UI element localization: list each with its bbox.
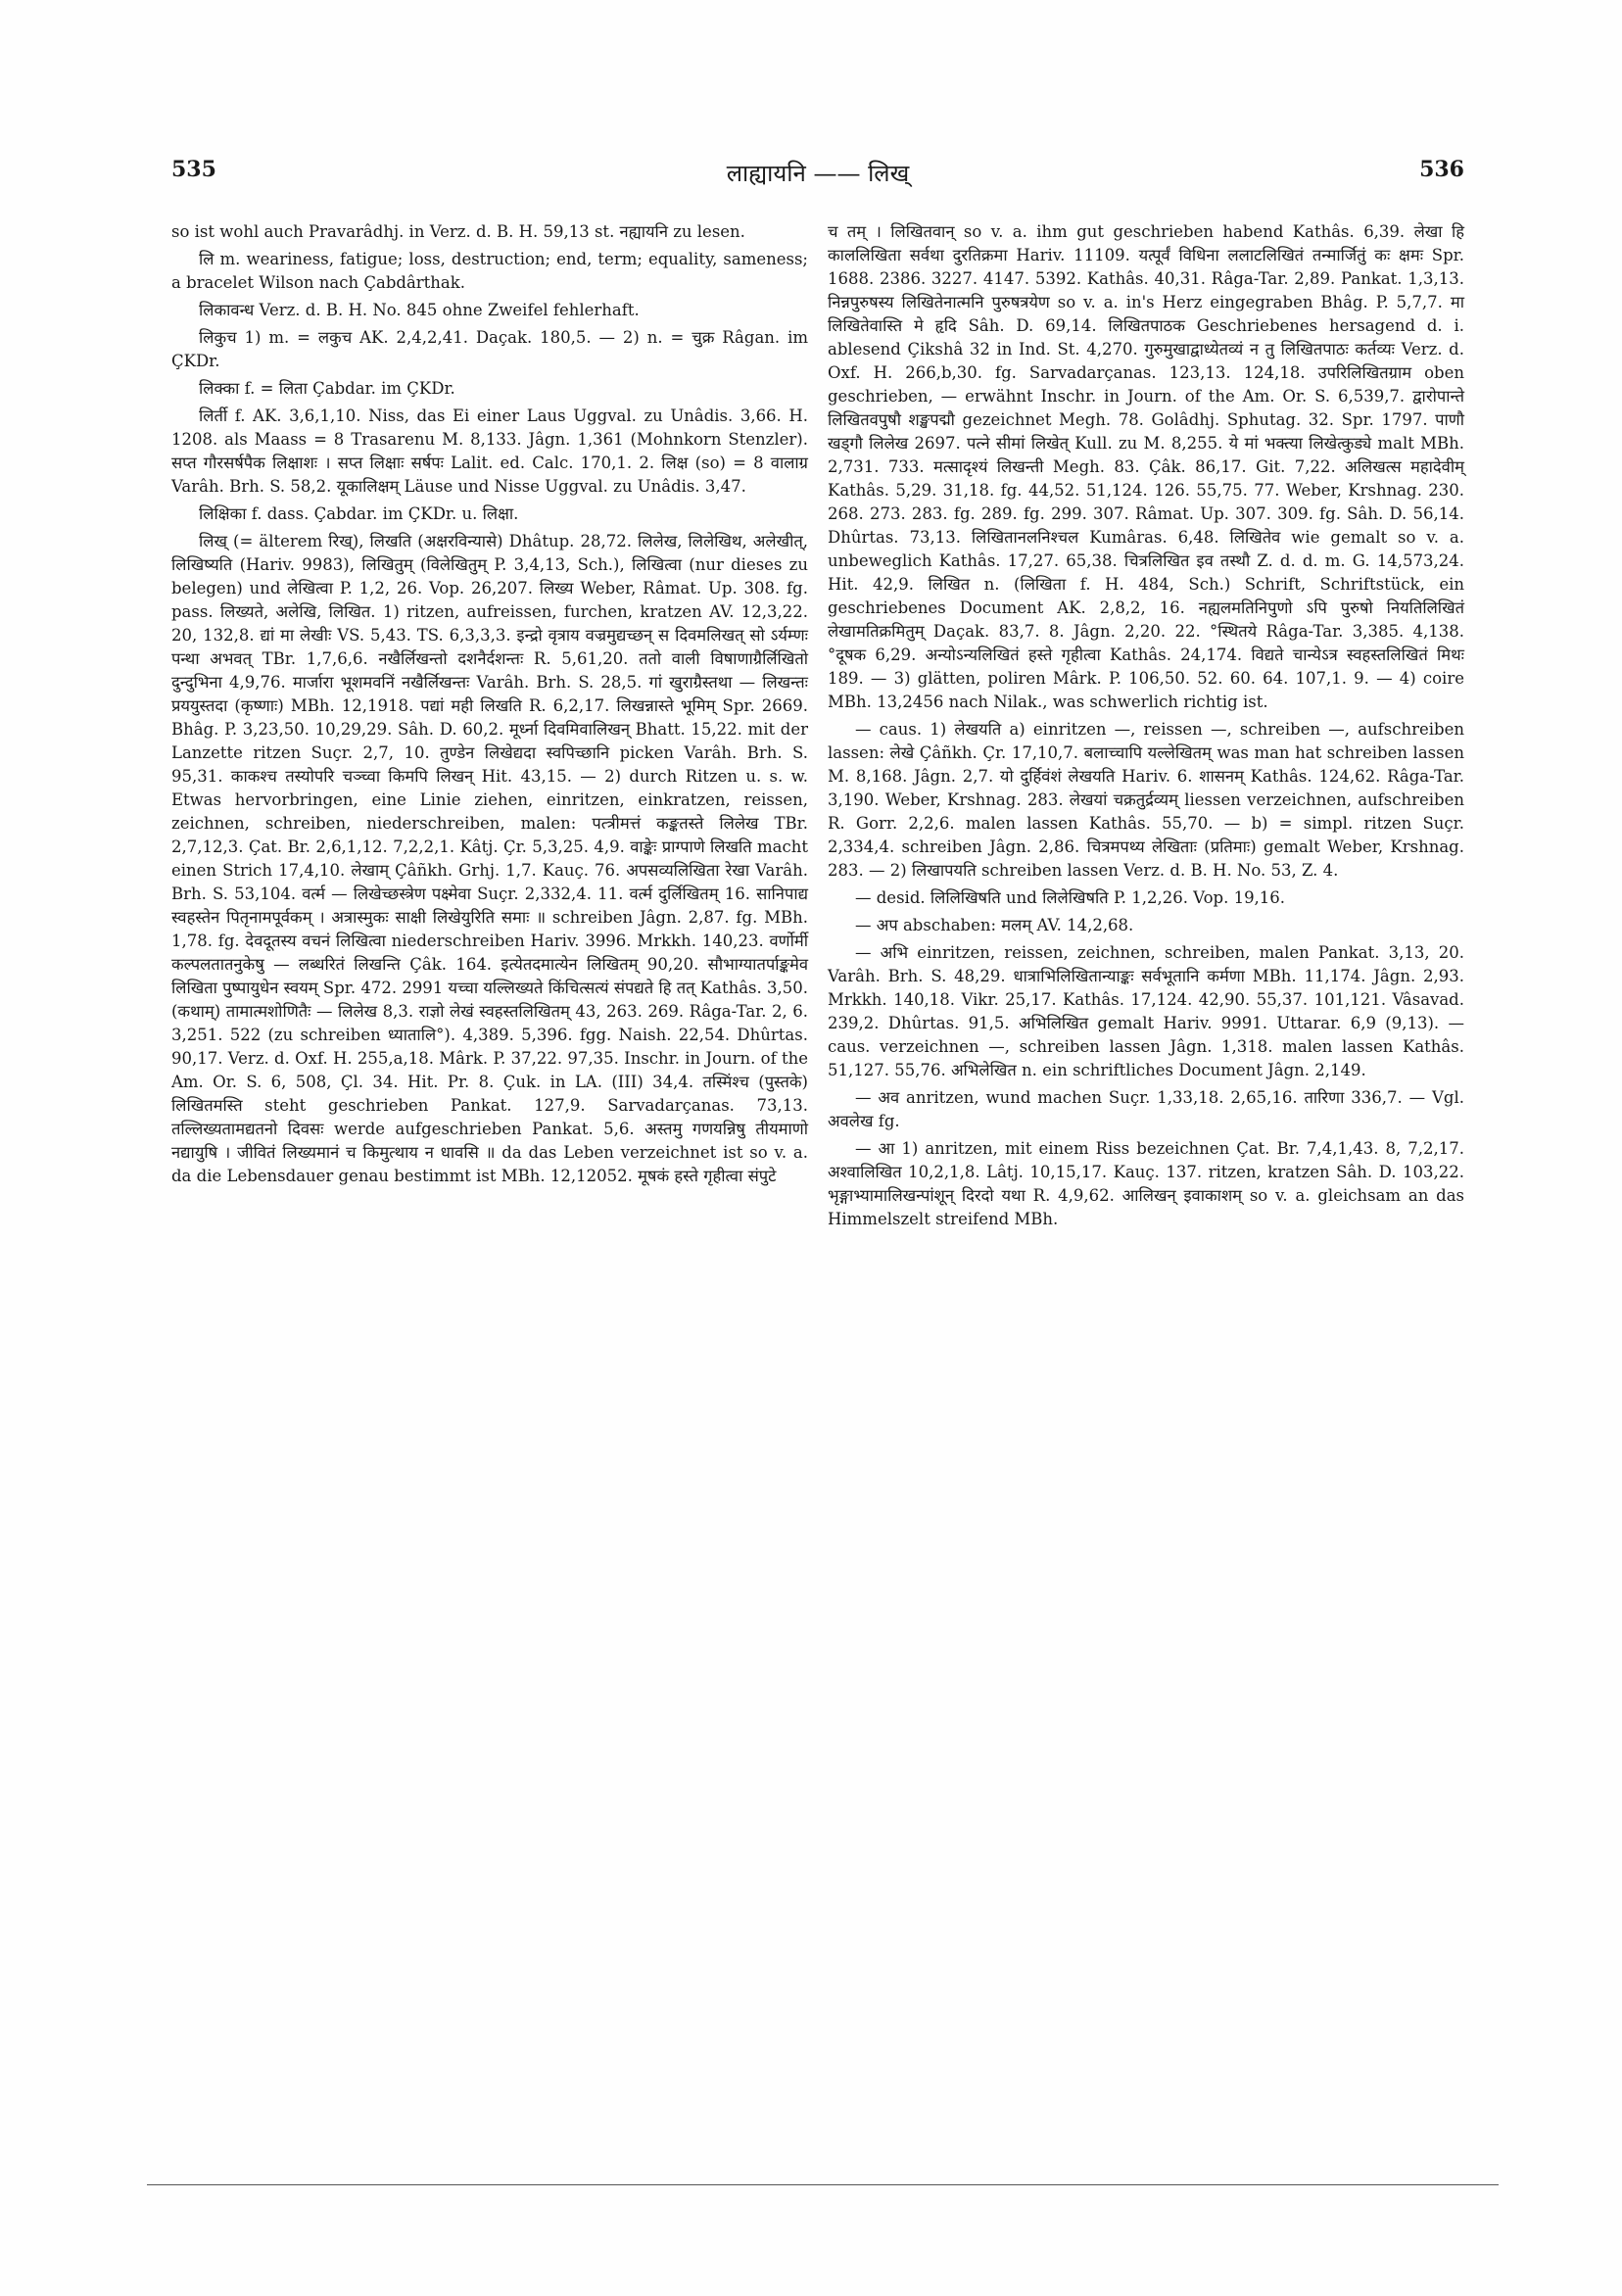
entry-paragraph: च तम् । लिखितवान् so v. a. ihm gut geschrieben habend Kathâs. 6,39. लेखा हि काललिखिता सर्वथा दुरतिक्रमा Hariv. 11109. यत्पूर्वं विधिना ललाटलिखितं तन्मार्जितुं कः क्षमः Spr. 1688. 2386. 3227. 4147. 5392. Kathâs. 40,31. Râga-Tar. 2,89. Pankat. 1,3,13. निन्नपुरुषस्य लिखितेनात्मनि पुरुषत्रयेण so v. a. in's Herz eingegraben Bhâg. P. 5,7,7. मा लिखितेवास्ति मे हृदि Sâh. D. 69,14. लिखितपाठक Geschriebenes hersagend d. i. ablesend Çikshâ 32 in Ind. St. 4,270. गुरुमुखाद्वाध्येतव्यं न तु लिखितपाठः कर्तव्यः Verz. d. Oxf. H. 266,b,30. fg. Sarvadarçanas. 123,13. 124,18. उपरिलिखितग्राम oben geschrieben, — erwähnt Inschr. in Journ. of the Am. Or. S. 6,539,7. द्वारोपान्ते लिखितवपुषौ शङ्खपद्मौ gezeichnet Megh. 78. Golâdhj. Sphutag. 32. Spr. 1797. पाणौ खड्गौ लिलेख 2697. पत्ने सीमां लिखेत् Kull. zu M. 8,255. ये मां भक्त्या लिखेत्कुड्ये malt MBh. 2,731. 733. मत्सादृश्यं लिखन्ती Megh. 83. Çâk. 86,17. Git. 7,22. अलिखत्स महादेवीम् Kathâs. 5,29. 31,18. fg. 44,52. 51,124. 126. 55,75. 77. Weber, Krshnag. 230. 268. 273. 283. fg. 289. fg. 299. 307. Râmat. Up. 307. 309. fg. Sâh. D. 56,14. Dhûrtas. 73,13. लिखितानलनिश्चल Kumâras. 6,48. लिखितेव wie gemalt so v. a. unbeweglich Kathâs. 17,27. 65,38. चित्रलिखित इव तस्थौ Z. d. d. m. G. 14,573,24. Hit. 42,9. लिखित n. (लिखिता f. H. 484, Sch.) Schrift, Schriftstück, ein geschriebenes Document AK. 2,8,2, 16. नह्यलमतिनिपुणो ऽपि पुरुषो नियतिलिखितं लेखामतिक्रमितुम् Daçak. 83,7. 8. Jâgn. 2,20. 22. °स्थितये Râga-Tar. 3,385. 4,138. °दूषक 6,29. अन्योऽन्यलिखितं हस्ते गृहीत्वा Kathâs. 24,174. विद्यते चान्येऽत्र स्वहस्तलिखितं मिथः 189. — 3) glätten, poliren Mârk. P. 106,50. 52. 60. 64. 107,1. 9. — 4) coire MBh. 13,2456 nach Nilak., was schwerlich richtig ist.: [828, 222, 1464, 711]
entry-paragraph: लिक्का f. = लिता Çabdar. im ÇKDr.: [199, 379, 455, 398]
page-number-left: 535: [171, 157, 216, 182]
entry-paragraph: लिकुच 1) m. = लकुच AK. 2,4,2,41. Daçak. 180,5. — 2) n. = चुक्र Râgan. im ÇKDr.: [171, 328, 808, 370]
entry-paragraph: लि m. weariness, fatigue; loss, destruction; end, term; equality, sameness; a bracelet Wilson nach Çabdârthak.: [171, 250, 808, 292]
entry-paragraph: लिक्षिका f. dass. Çabdar. im ÇKDr. u. लिक्षा.: [199, 504, 519, 523]
entry-paragraph: लिकावन्ध Verz. d. B. H. No. 845 ohne Zweifel fehlerhaft.: [199, 301, 640, 319]
entry-paragraph: — आ 1) anritzen, mit einem Riss bezeichnen Çat. Br. 7,4,1,43. 8, 7,2,17. अश्वालिखित 10,2,1,8. Lâtj. 10,15,17. Kauç. 137. ritzen, kratzen Sâh. D. 103,22. भृङ्गाभ्यामालिखन्पांशून् दिरदो यथा R. 4,9,62. आलिखन् इवाकाशम् so v. a. gleichsam an das Himmelszelt streifend MBh.: [828, 1139, 1464, 1228]
footer-rule: [147, 2184, 1499, 2185]
entry-paragraph: लिर्ती f. AK. 3,6,1,10. Niss, das Ei einer Laus Uggval. zu Unâdis. 3,66. H. 1208. als Maass = 8 Trasarenu M. 8,133. Jâgn. 1,361 (Mohnkorn Stenzler). सप्त गौरसर्षपैक लिक्षाशः । सप्त लिक्षाः सर्षपः Lalit. ed. Calc. 170,1. 2. लिक्ष (so) = 8 वालाग्र Varâh. Brh. S. 58,2. यूकालिक्षम् Läuse und Nisse Uggval. zu Unâdis. 3,47.: [171, 407, 808, 496]
entry-paragraph: so ist wohl auch Pravarâdhj. in Verz. d. B. H. 59,13 st. नह्यायनि zu lesen.: [171, 222, 745, 241]
entry-paragraph: — अभि einritzen, reissen, zeichnen, schreiben, malen Pankat. 3,13, 20. Varâh. Brh. S. 48,29. धात्राभिलिखितान्याङ्कः सर्वभूतानि कर्मणा MBh. 11,174. Jâgn. 2,93. Mrkkh. 140,18. Vikr. 25,17. Kathâs. 17,124. 42,90. 55,37. 101,121. Vâsavad. 239,2. Dhûrtas. 91,5. अभिलिखित gemalt Hariv. 9991. Uttarar. 6,9 (9,13). — caus. verzeichnen —, schreiben lassen Jâgn. 1,318. malen lassen Kathâs. 51,127. 55,76. अभिलेखित n. ein schriftliches Document Jâgn. 2,149.: [828, 943, 1464, 1079]
entry-paragraph: लिख् (= älterem रिख्), लिखति (अक्षरविन्यासे) Dhâtup. 28,72. लिलेख, लिलेखिथ, अलेखीत्, लिखिष्यति (Hariv. 9983), लिखितुम् (विलेखितुम् P. 3,4,13, Sch.), लिखित्वा (nur dieses zu belegen) und लेखित्वा P. 1,2, 26. Vop. 26,207. लिख्य Weber, Râmat. Up. 308. fg. pass. लिख्यते, अलेखि, लिखित. 1) ritzen, aufreissen, furchen, kratzen AV. 12,3,22. 20, 132,8. द्यां मा लेखीः VS. 5,43. TS. 6,3,3,3. इन्द्रो वृत्राय वज्रमुद्यच्छन् स दिवमलिखत् सो ऽर्यम्णः पन्था अभवत् TBr. 1,7,6,6. नखैर्लिखन्तो दशनैर्दशन्तः R. 5,61,20. ततो वाली विषाणाग्रैर्लिखितो दुन्दुभिना 4,9,76. मार्जारा भूशमवनिं नखैर्लिखन्तः Varâh. Brh. S. 28,5. गां खुराग्रैस्तथा — लिखन्तः प्रययुस्तदा (कृष्णाः) MBh. 12,1918. पद्यां मही लिखति R. 6,2,17. लिखन्नास्ते भूमिम् Spr. 2669. Bhâg. P. 3,23,50. 10,29,29. Sâh. D. 60,2. मूर्ध्ना दिवमिवालिखन् Bhatt. 15,22. mit der Lanzette ritzen Suçr. 2,7, 10. तुण्डेन लिखेद्यदा स्वपिच्छानि picken Varâh. Brh. S. 95,31. काकश्च तस्योपरि चञ्च्वा किमपि लिखन् Hit. 43,15. — 2) durch Ritzen u. s. w. Etwas hervorbringen, eine Linie ziehen, einritzen, einkratzen, reissen, zeichnen, schreiben, niederschreiben, malen: पत्त्रीमत्तं कङ्कतस्ते लिलेख TBr. 2,7,12,3. Çat. Br. 2,6,1,12. 7,2,2,1. Kâtj. Çr. 5,3,25. 4,9. वाङ्केः प्राग्पाणे लिखति macht einen Strich 17,4,10. लेखाम् Çâñkh. Grhj. 1,7. Kauç. 76. अपसव्यलिखिता रेखा Varâh. Brh. S. 53,104. वर्त्म — लिखेच्छस्त्रेण पक्ष्मेवा Suçr. 2,332,4. 11. वर्त्म दुर्लिखितम् 16. सानिपाद्य स्वहस्तेन पितृनामपूर्वकम् । अत्रास्मुकः साक्षी लिखेयुरिति समाः ॥ schreiben Jâgn. 2,87. fg. MBh. 1,78. fg. देवदूतस्य वचनं लिखित्वा niederschreiben Hariv. 3996. Mrkkh. 140,23. वर्णोर्मी कल्पलतातनुकेषु — लब्धरितं लिखन्ति Çâk. 164. इत्येतदमात्येन लिखितम् 90,20. सौभाग्यातर्पाङ्कमेव लिखिता पुष्पायुधेन स्वयम् Spr. 472. 2991 यच्चा यल्लिख्यते किंचित्सत्यं संपद्यते हि तत् Kathâs. 3,50. (कथाम्) तामात्मशोणितैः — लिलेख 8,3. राज्ञो लेखं स्वहस्तलिखितम् 43, 263. 269. Râga-Tar. 2, 6. 3,251. 522 (zu schreiben ध्यातालि°). 4,389. 5,396. fgg. Naish. 22,54. Dhûrtas. 90,17. Verz. d. Oxf. H. 255,a,18. Mârk. P. 37,22. 97,35. Inschr. in Journ. of the Am. Or. S. 6, 508, Çl. 34. Hit. Pr. 8. Çuk. in LA. (III) 34,4. तस्मिंश्च (पुस्तके) लिखितमस्ति steht geschrieben Pankat. 127,9. Sarvadarçanas. 73,13. तल्लिख्यतामद्यतनो दिवसः werde aufgeschrieben Pankat. 5,6. अस्तमु गणयन्निषु तीयमाणो नद्यायुषि । जीवितं लिख्यमानं च किमुत्थाय न धावसि ॥ da das Leben verzeichnet ist so v. a. da die Lebensdauer genau bestimmt ist MBh. 12,12052. मूषकं हस्ते गृहीत्वा संपुटे: [171, 532, 808, 1185]
page-header: [171, 157, 1464, 196]
page-number-right: 536: [1419, 157, 1464, 182]
entry-paragraph: — desid. लिलिखिषति und लिलेखिषति P. 1,2,26. Vop. 19,16.: [855, 888, 1286, 907]
right-column: [828, 220, 1464, 1235]
entry-paragraph: — अप abschaben: मलम् AV. 14,2,68.: [855, 916, 1134, 934]
left-column: [171, 220, 808, 1192]
entry-paragraph: — caus. 1) लेखयति a) einritzen —, reissen —, schreiben —, aufschreiben lassen: लेखे Çâñkh. Çr. 17,10,7. बलाच्चापि यल्लेखितम् was man hat schreiben lassen M. 8,168. Jâgn. 2,7. यो दुर्हिवंशं लेखयति Hariv. 6. शासनम् Kathâs. 124,62. Râga-Tar. 3,190. Weber, Krshnag. 283. लेखयां चक्रतुर्द्रव्यम् liessen verzeichnen, aufschreiben R. Gorr. 2,2,6. malen lassen Kathâs. 55,70. — b) = simpl. ritzen Suçr. 2,334,4. schreiben Jâgn. 2,86. चित्रमपथ्य लेखिताः (प्रतिमाः) gemalt Weber, Krshnag. 283. — 2) लिखापयति schreiben lassen Verz. d. B. H. No. 53, Z. 4.: [828, 720, 1464, 880]
entry-paragraph: — अव anritzen, wund machen Suçr. 1,33,18. 2,65,16. तारिणा 336,7. — Vgl. अवलेख fg.: [828, 1088, 1464, 1130]
running-head: लाह्यायनि —— लिख्: [726, 160, 910, 187]
